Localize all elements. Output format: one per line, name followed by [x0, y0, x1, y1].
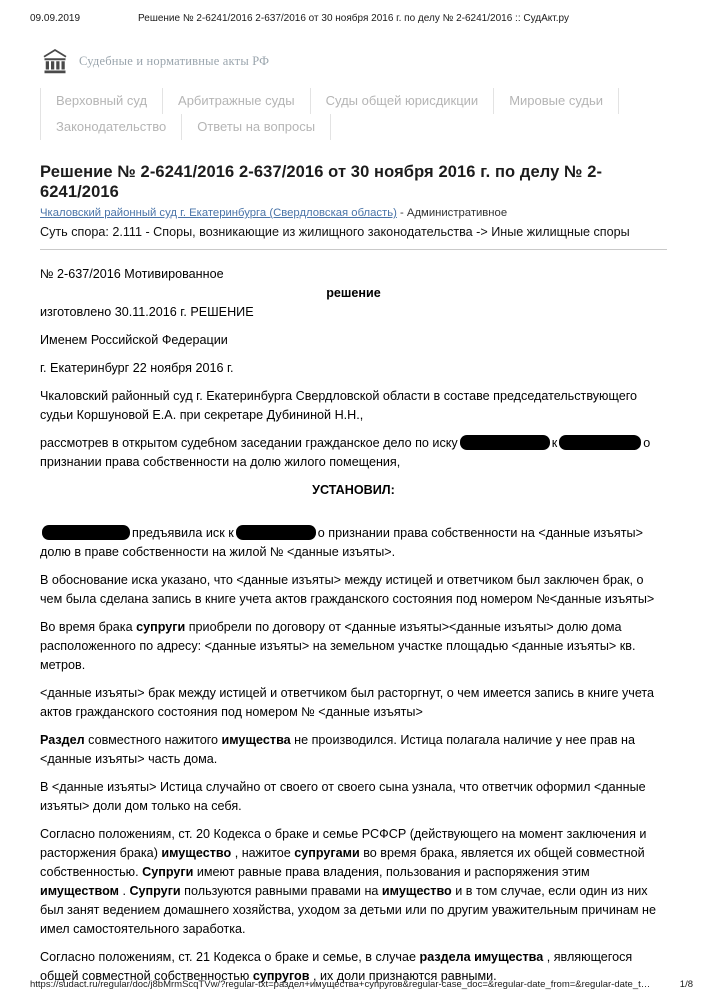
nav-item-arbitration-courts[interactable]: Арбитражные суды — [162, 88, 310, 114]
highlighted-term: имущества — [221, 733, 291, 747]
site-logo-label: Судебные и нормативные акты РФ — [79, 53, 270, 68]
print-title: Решение № 2-6241/2016 2-637/2016 от 30 ноября 2016 г. по делу № 2-6241/2016 :: СудАкт.ру — [138, 13, 569, 24]
paragraph-text: <данные изъяты> брак между истицей и ответчиком был расторгнут, о чем имеется запись в книге учета актов гражданского состояния под номером № <данные изъяты> — [40, 686, 655, 719]
paragraph-text: к — [551, 436, 558, 450]
highlighted-term: Раздел — [40, 733, 85, 747]
paragraph-text: г. Екатеринбург 22 ноября 2016 г. — [40, 361, 234, 375]
print-footer — [30, 979, 693, 990]
nav-item-supreme-court[interactable]: Верховный суд — [40, 88, 162, 114]
document-paragraph — [40, 825, 667, 939]
case-header — [40, 162, 667, 239]
paragraph-text: имеют равные права владения, пользования и распоряжения этим — [193, 865, 590, 879]
paragraph-text: , нажитое — [231, 846, 295, 860]
highlighted-term: супругами — [294, 846, 360, 860]
dispute-summary: Суть спора: 2.111 - Споры, возникающие из жилищного законодательства -> Иные жилищные споры — [40, 225, 630, 239]
document-paragraph — [40, 481, 667, 500]
document-paragraph — [40, 387, 667, 425]
redacted-text-bar — [236, 525, 316, 540]
nav-item-legislation[interactable]: Законодательство — [40, 114, 181, 140]
highlighted-term: имуществом — [40, 884, 119, 898]
redacted-text-bar — [559, 435, 641, 450]
print-url: https://sudact.ru/regular/doc/j8bMrmScqTVw/?regular-txt=раздел+имущества+супругов&regular-case_doc=&regular-date_from=&regular-date_t… — [30, 979, 651, 990]
document-paragraph — [40, 284, 667, 303]
paragraph-text: совместного нажитого — [84, 733, 222, 747]
paragraph-text: . — [118, 884, 130, 898]
document-paragraph — [40, 434, 667, 472]
document-paragraph — [40, 731, 667, 769]
paragraph-text: Согласно положениям, ст. 20 Кодекса о браке и семье РСФСР (действующего на момент заключения и расторжения брака) — [40, 827, 647, 860]
nav-item-general-jurisdiction-courts[interactable]: Суды общей юрисдикции — [310, 88, 494, 114]
header-divider — [40, 249, 667, 250]
highlighted-term: супруги — [136, 620, 186, 634]
print-page-number: 1/8 — [679, 979, 693, 990]
document-body — [40, 265, 667, 986]
nav-item-magistrate-judges[interactable]: Мировые судьи — [493, 88, 619, 114]
paragraph-text: , их доли признаются равными. — [309, 969, 497, 983]
paragraph-text: Во время брака — [40, 620, 137, 634]
paragraph-text: В <данные изъяты> Истица случайно от своего от своего сына узнала, что ответчик оформил <данные изъяты> доли дом только на себя. — [40, 780, 646, 813]
paragraph-text: рассмотрев в открытом судебном заседании гражданское дело по иску — [40, 436, 458, 450]
paragraph-text: о признании права собственности на долю жилого помещения, — [40, 436, 651, 469]
document-paragraph — [40, 571, 667, 609]
paragraph-text: о признании права собственности на <данные изъяты> долю в праве собственности на жилой № <данные изъяты>. — [40, 526, 643, 559]
document-paragraph — [40, 303, 667, 322]
court-line — [40, 207, 667, 219]
paragraph-text: во время брака, является их общей совместной собственностью. — [40, 846, 645, 879]
highlighted-term: супругов — [252, 969, 310, 983]
print-header — [30, 13, 677, 24]
document-paragraph — [40, 331, 667, 350]
case-type-label: - Административное — [400, 207, 508, 219]
document-paragraph — [40, 618, 667, 675]
nav-item-answers-to-questions[interactable]: Ответы на вопросы — [181, 114, 331, 140]
site-logo[interactable] — [40, 46, 707, 76]
paragraph-text: и в том случае, если один из них был занят ведением домашнего хозяйства, уходом за детьми или по другим уважительным причинам не имел самостоятельного заработка. — [40, 884, 656, 936]
court-link[interactable]: Чкаловский районный суд г. Екатеринбурга (Свердловская область) — [40, 207, 397, 219]
paragraph-text: Чкаловский районный суд г. Екатеринбурга Свердловской области в составе председательствующего судьи Коршуновой Е.А. при секретаре Дубининой Н.Н., — [40, 389, 638, 422]
nav-row-2 — [40, 114, 707, 140]
highlighted-term: раздела имущества — [419, 950, 544, 964]
highlighted-term: Супруги — [129, 884, 181, 898]
document-paragraph — [40, 684, 667, 722]
document-paragraph — [40, 778, 667, 816]
paragraph-text: приобрели по договору от <данные изъяты><данные изъяты> долю дома расположенного по адресу: <данные изъяты> на земельном участке площадью <данные изъяты> кв. метров. — [40, 620, 636, 672]
paragraph-text: не производился. Истица полагала наличие у нее прав на <данные изъяты> часть дома. — [40, 733, 635, 766]
highlighted-term: имущество — [161, 846, 232, 860]
paragraph-text: пользуются равными правами на — [180, 884, 382, 898]
nav-row-1 — [40, 88, 707, 114]
case-title: Решение № 2-6241/2016 2-637/2016 от 30 ноября 2016 г. по делу № 2-6241/2016 — [40, 163, 603, 201]
redacted-text-bar — [42, 525, 130, 540]
paragraph-text: В обоснование иска указано, что <данные изъяты> между истицей и ответчиком был заключен брак, о чем была сделана запись в книге учета актов гражданского состояния под номером №<данные изъяты> — [40, 573, 655, 606]
paragraph-text: изготовлено 30.11.2016 г. РЕШЕНИЕ — [40, 305, 254, 319]
paragraph-text: , являющегося общей совместной собственностью — [40, 950, 633, 983]
site-nav — [40, 88, 707, 140]
document-paragraph — [40, 524, 667, 562]
highlighted-term: УСТАНОВИЛ: — [312, 483, 395, 497]
courthouse-icon — [40, 46, 70, 76]
paragraph-text: предъявила иск к — [132, 526, 234, 540]
highlighted-term: Супруги — [142, 865, 194, 879]
paragraph-text: № 2-637/2016 Мотивированное — [40, 267, 224, 281]
highlighted-term: имущество — [381, 884, 452, 898]
redacted-text-bar — [460, 435, 550, 450]
print-date: 09.09.2019 — [30, 13, 81, 24]
paragraph-text: Согласно положениям, ст. 21 Кодекса о браке и семье, в случае — [40, 950, 420, 964]
paragraph-text: Именем Российской Федерации — [40, 333, 228, 347]
highlighted-term: решение — [326, 286, 381, 300]
document-paragraph — [40, 359, 667, 378]
document-paragraph — [40, 265, 667, 284]
